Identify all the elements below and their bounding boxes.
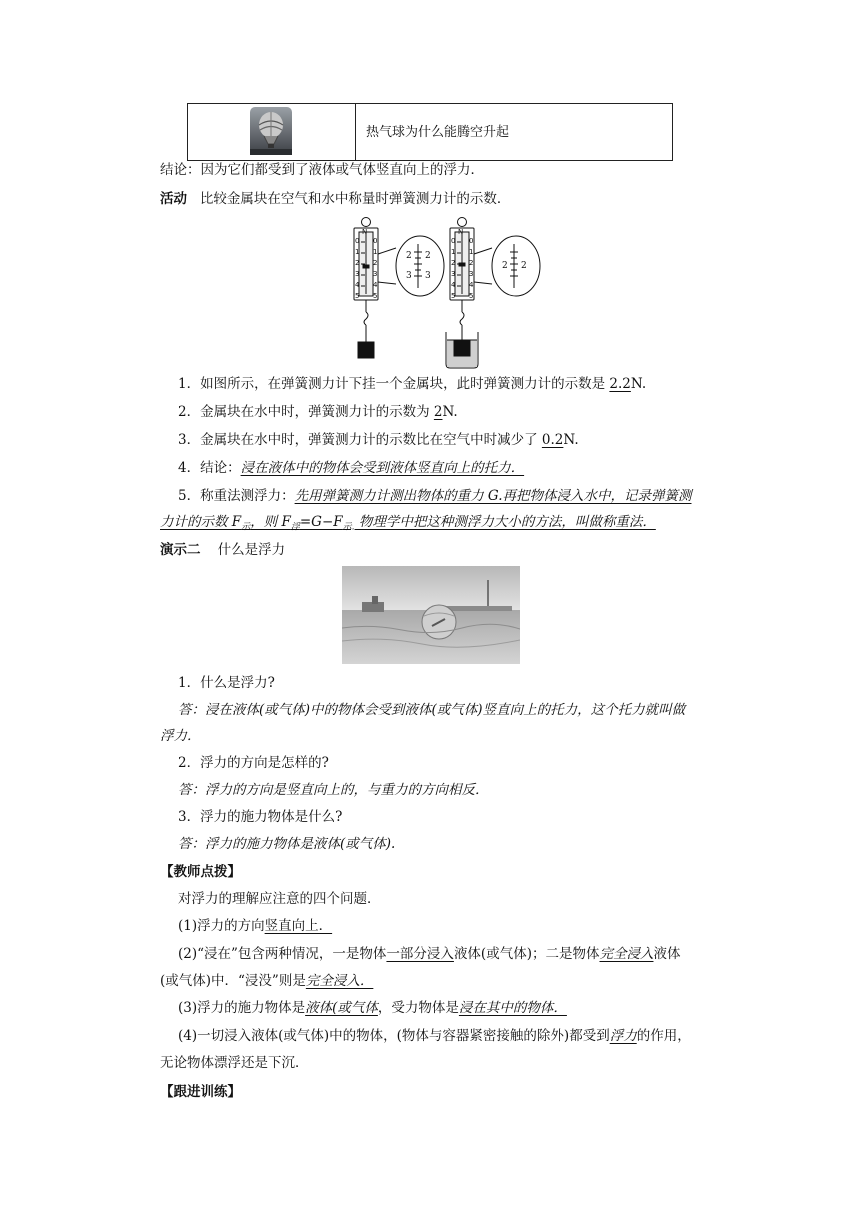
- item-1-answer: 2.2: [609, 376, 631, 392]
- point-4-answer: 浮力: [609, 1028, 637, 1044]
- answer-3: 答：浮力的施力物体是液体(或气体).: [178, 836, 396, 852]
- svg-text:4: 4: [373, 281, 378, 289]
- item-3-text: 3．金属块在水中时，弹簧测力计的示数比在空气中时减少了: [178, 432, 542, 448]
- svg-text:0: 0: [469, 237, 474, 245]
- svg-text:2: 2: [406, 251, 412, 261]
- svg-text:5: 5: [451, 292, 456, 300]
- conclusion-text: 结论：因为它们都受到了液体或气体竖直向上的浮力．: [160, 162, 484, 178]
- activity-text: 比较金属块在空气和水中称量时弹簧测力计的示数．: [199, 191, 511, 207]
- svg-text:2: 2: [451, 259, 456, 267]
- item-3-answer: 0.2: [541, 432, 564, 448]
- teacher-point-3: (3)浮力的施力物体是液体(或气体，受力物体是浸在其中的物体．: [178, 1000, 567, 1016]
- svg-text:0: 0: [451, 237, 456, 245]
- svg-text:1: 1: [373, 248, 378, 256]
- svg-text:1: 1: [469, 248, 474, 256]
- item-2-text: 2．金属块在水中时，弹簧测力计的示数为: [178, 404, 434, 420]
- follow-up-heading: 【跟进训练】: [160, 1084, 241, 1100]
- item-1: [178, 374, 646, 394]
- svg-text:2: 2: [373, 259, 378, 267]
- svg-text:4: 4: [469, 281, 474, 289]
- teacher-point-2-line-1: (2)“浸在”包含两种情况，一是物体一部分浸入液体(或气体)；二是物体完全浸入液体: [178, 946, 681, 962]
- teacher-intro: 对浮力的理解应注意的四个问题．: [178, 891, 381, 907]
- teacher-point-2-line-2: (或气体)中．“浸没”则是完全浸入．: [160, 973, 374, 989]
- floating-ball-photo: [342, 566, 520, 664]
- svg-text:5: 5: [469, 292, 474, 300]
- hot-air-balloon-photo: [250, 107, 292, 155]
- spring-scale-figure: [330, 212, 570, 372]
- teacher-point-4-line-1: (4)一切浸入液体(或气体)中的物体，(物体与容器紧密接触的除外)都受到浮力的作用，: [178, 1028, 691, 1044]
- svg-text:2: 2: [355, 259, 360, 267]
- svg-text:0: 0: [355, 237, 360, 245]
- activity-label: 活动: [160, 191, 187, 207]
- svg-text:2: 2: [521, 261, 527, 271]
- item-4: [178, 458, 524, 478]
- svg-text:2: 2: [502, 261, 508, 271]
- answer-2: 答：浮力的方向是竖直向上的，与重力的方向相反．: [178, 782, 489, 798]
- table-cell-text: 热气球为什么能腾空升起: [366, 125, 510, 140]
- item-5-answer-line-2: 力计的示数 $F_示$，则 $F_浮=G-F_{示.}$ 物理学中把这种测浮力大小的方法，叫做称重法．: [160, 514, 656, 533]
- question-2: 2．浮力的方向是怎样的?: [178, 755, 329, 771]
- svg-text:1: 1: [355, 248, 360, 256]
- item-3-unit: N.: [563, 432, 579, 448]
- answer-1-line-2: 浮力．: [160, 728, 201, 744]
- item-1-unit: N.: [630, 376, 647, 392]
- svg-text:2: 2: [425, 251, 431, 261]
- item-1-text: 1．如图所示，在弹簧测力计下挂一个金属块，此时弹簧测力计的示数是: [178, 376, 610, 392]
- point-3-answer-2: 浸在其中的物体．: [458, 1000, 567, 1016]
- table-divider: [355, 104, 356, 160]
- item-5-line-1: [178, 486, 691, 506]
- question-1: 1．什么是浮力?: [178, 675, 275, 691]
- point-3-answer-1: 液体(或气体: [305, 1000, 378, 1016]
- teacher-heading: 【教师点拨】: [160, 864, 241, 880]
- item-4-text: 4．结论：: [178, 460, 241, 476]
- svg-text:4: 4: [355, 281, 360, 289]
- svg-text:4: 4: [451, 281, 456, 289]
- svg-text:2: 2: [469, 259, 474, 267]
- item-2-unit: N.: [442, 404, 458, 420]
- svg-text:3: 3: [451, 270, 456, 278]
- point-2-answer-3: 完全浸入．: [305, 973, 374, 989]
- teacher-point-4-line-2: 无论物体漂浮还是下沉．: [160, 1055, 309, 1071]
- answer-1-line-1: 答：浸在液体(或气体)中的物体会受到液体(或气体)竖直向上的托力，这个托力就叫做: [178, 702, 686, 718]
- point-2-answer-1: 一部分浸入: [386, 946, 454, 962]
- svg-text:N: N: [362, 228, 368, 236]
- demo2-title: 什么是浮力: [217, 542, 286, 558]
- svg-text:3: 3: [469, 270, 474, 278]
- demo2-label: 演示二: [160, 542, 201, 558]
- teacher-point-1: (1)浮力的方向竖直向上．: [178, 918, 333, 934]
- item-4-answer: 浸在液体中的物体会受到液体竖直向上的托力．: [240, 460, 525, 476]
- svg-text:5: 5: [355, 292, 360, 300]
- svg-text:5: 5: [373, 292, 378, 300]
- point-2-answer-2: 完全浸入: [599, 946, 654, 962]
- spring-scale-in-water: [446, 218, 540, 369]
- spring-scale-in-air: [354, 218, 444, 359]
- activity-line: [160, 189, 510, 209]
- svg-text:3: 3: [425, 271, 431, 281]
- svg-text:3: 3: [373, 270, 378, 278]
- item-5-text: 5．称重法测浮力：: [178, 488, 295, 504]
- svg-text:3: 3: [406, 271, 412, 281]
- svg-text:1: 1: [451, 248, 456, 256]
- example-table: [187, 103, 673, 161]
- svg-text:N: N: [458, 228, 464, 236]
- svg-text:0: 0: [373, 237, 378, 245]
- question-3: 3．浮力的施力物体是什么?: [178, 809, 343, 825]
- item-2-answer: 2: [433, 404, 443, 420]
- demo2-line: [160, 540, 285, 560]
- item-5-line-2: [160, 512, 656, 538]
- svg-text:3: 3: [355, 270, 360, 278]
- item-2: [178, 402, 458, 422]
- item-3: [178, 430, 579, 450]
- item-5-answer-line-1: 先用弹簧测力计测出物体的重力 G.再把物体浸入水中，记录弹簧测: [294, 488, 692, 504]
- point-1-answer: 竖直向上．: [264, 918, 333, 934]
